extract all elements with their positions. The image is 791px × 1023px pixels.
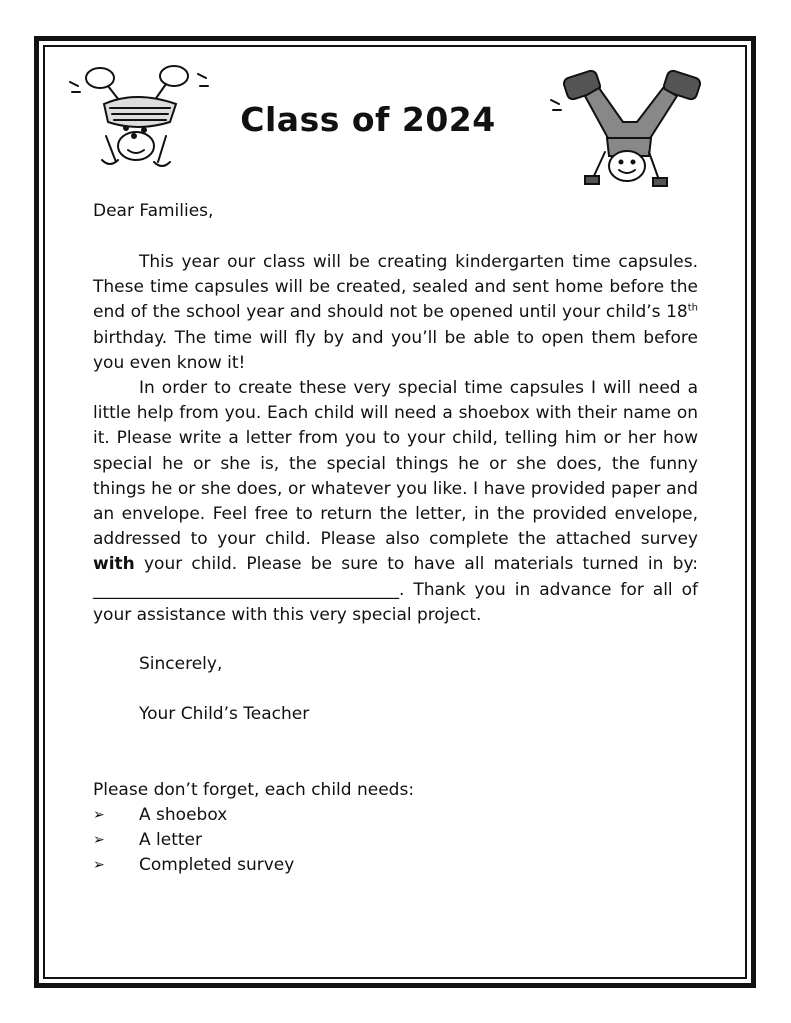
paragraph-1: This year our class will be creating kindergarten time capsules. These time capsules will be created, sealed and sent home before the end of the school year and should not be opened until your child’s 18th birthday. The time will fly by and you’ll be able to open them before you even know it! <box>93 252 698 373</box>
greeting: Dear Families, <box>93 201 214 221</box>
list-item: ➢ A shoebox <box>93 803 493 828</box>
list-item: ➢ Completed survey <box>93 853 493 878</box>
paragraph-2: In order to create these very special time capsules I will need a little help from you. Each child will need a shoebox with their name on it. Please write a letter from you to your child, telling him or her how special he or she is, the special things he or she does, the funny things he or she does, or whatever you like. I have provided paper and an envelope. Feel free to return the letter, in the provided envelope, addressed to your child. Please also complete the attached survey with your child. Please be sure to have all materials turned in by: ____________________________________. Thank you in advance for all of your assistance with this very special project. <box>93 378 698 625</box>
signature: Your Child’s Teacher <box>139 704 310 724</box>
due-date-blank: ____________________________________ <box>93 579 399 600</box>
page-title: Class of 2024 <box>240 100 496 139</box>
list-item: ➢ A letter <box>93 828 493 853</box>
checklist <box>93 803 493 879</box>
letter-body <box>93 250 698 628</box>
arrow-bullet-icon: ➢ <box>93 807 105 823</box>
reminder-heading: Please don’t forget, each child needs: <box>93 780 415 800</box>
arrow-bullet-icon: ➢ <box>93 832 105 849</box>
arrow-bullet-icon: ➢ <box>93 857 105 874</box>
closing: Sincerely, <box>139 654 223 674</box>
